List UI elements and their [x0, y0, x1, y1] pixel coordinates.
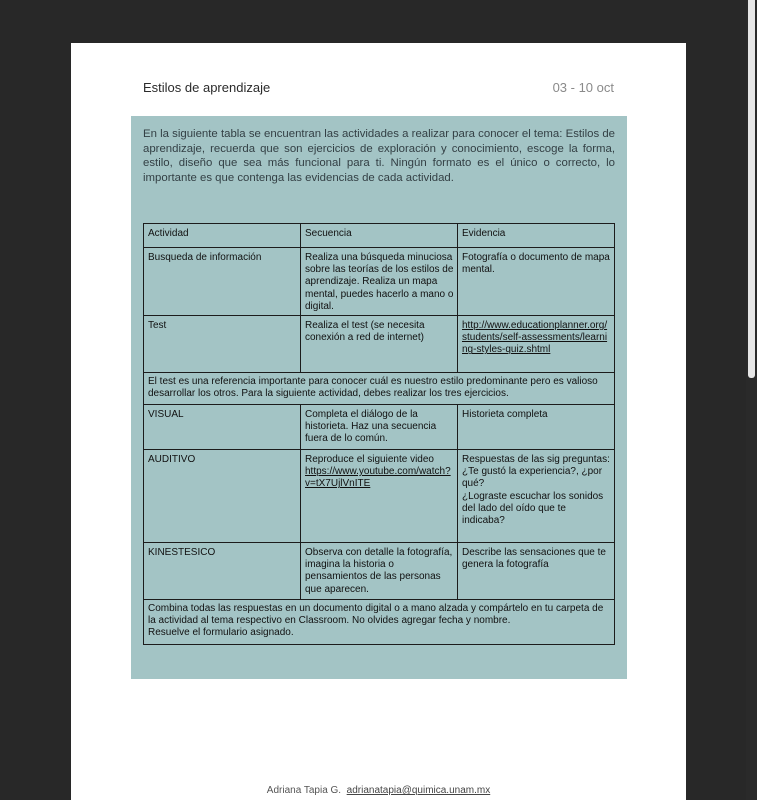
cell-evidence: Describe las sensaciones que te genera la fotografía	[458, 543, 615, 600]
table-header-row	[144, 224, 615, 248]
cell-sequence: Realiza el test (se necesita conexión a red de internet)	[301, 316, 458, 373]
video-link[interactable]: https://www.youtube.com/watch?v=tX7UjlVnITE	[305, 466, 451, 490]
cell-sequence	[301, 450, 458, 543]
vertical-scrollbar[interactable]	[746, 0, 757, 800]
final-note-line: Resuelve el formulario asignado.	[148, 627, 294, 639]
table-row	[144, 450, 615, 543]
activities-table	[143, 223, 615, 645]
author-name: Adriana Tapia G.	[266, 785, 342, 796]
document-title: Estilos de aprendizaje	[143, 80, 271, 95]
cell-activity: Busqueda de información	[144, 248, 301, 316]
author-email-link[interactable]: adrianatapia@quimica.unam.mx	[346, 785, 491, 796]
table-row	[144, 248, 615, 316]
scrollbar-thumb[interactable]	[748, 0, 755, 378]
cell-evidence	[458, 316, 615, 373]
table-row	[144, 543, 615, 600]
table-row	[144, 405, 615, 450]
column-header-evidence: Evidencia	[458, 224, 615, 248]
evidence-question: ¿Lograste escuchar los sonidos del lado del oído que te indicaba?	[462, 490, 604, 527]
cell-activity: Test	[144, 316, 301, 373]
table-note-row	[144, 373, 615, 405]
final-note-line: Combina todas las respuestas en un documento digital o a mano alzada y compártelo en tu carpeta de la actividad al tema respectivo en Classroom. No olvides agregar fecha y nombre.	[148, 603, 604, 627]
page-footer	[71, 785, 686, 796]
cell-activity: VISUAL	[144, 405, 301, 450]
test-note: El test es una referencia importante para conocer cuál es nuestro estilo predominante pero es valioso desarrollar los otros. Para la siguiente actividad, debes realizar los tres ejercicios.	[144, 373, 615, 405]
document-page	[71, 43, 686, 800]
cell-sequence: Realiza una búsqueda minuciosa sobre las teorías de los estilos de aprendizaje. Realiza un mapa mental, puedes hacerlo a mano o digital.	[301, 248, 458, 316]
evidence-question: ¿Te gustó la experiencia?, ¿por qué?	[462, 466, 603, 490]
final-instructions	[144, 600, 615, 645]
content-panel	[131, 116, 627, 679]
sequence-text: Reproduce el siguiente video	[305, 454, 434, 466]
table-note-row	[144, 600, 615, 645]
cell-evidence: Fotografía o documento de mapa mental.	[458, 248, 615, 316]
column-header-activity: Actividad	[144, 224, 301, 248]
column-header-sequence: Secuencia	[301, 224, 458, 248]
quiz-link[interactable]: http://www.educationplanner.org/students/self-assessments/learning-styles-quiz.shtml	[462, 320, 608, 356]
cell-activity: AUDITIVO	[144, 450, 301, 543]
evidence-line: Respuestas de las sig preguntas:	[462, 454, 610, 466]
cell-evidence	[458, 450, 615, 543]
intro-paragraph: En la siguiente tabla se encuentran las actividades a realizar para conocer el tema: Estilos de aprendizaje, recuerda que son ejercicios de exploración y conocimiento, escoge la forma, estilo, diseño que sea más funcional para ti. Ningún formato es el único o correcto, lo importante es que contenga las evidencias de cada actividad.	[143, 128, 615, 184]
cell-sequence: Completa el diálogo de la historieta. Haz una secuencia fuera de lo común.	[301, 405, 458, 450]
cell-sequence: Observa con detalle la fotografía, imagina la historia o pensamientos de las personas que aparecen.	[301, 543, 458, 600]
cell-evidence: Historieta completa	[458, 405, 615, 450]
table-row	[144, 316, 615, 373]
document-date: 03 - 10 oct	[552, 80, 614, 95]
cell-activity: KINESTESICO	[144, 543, 301, 600]
